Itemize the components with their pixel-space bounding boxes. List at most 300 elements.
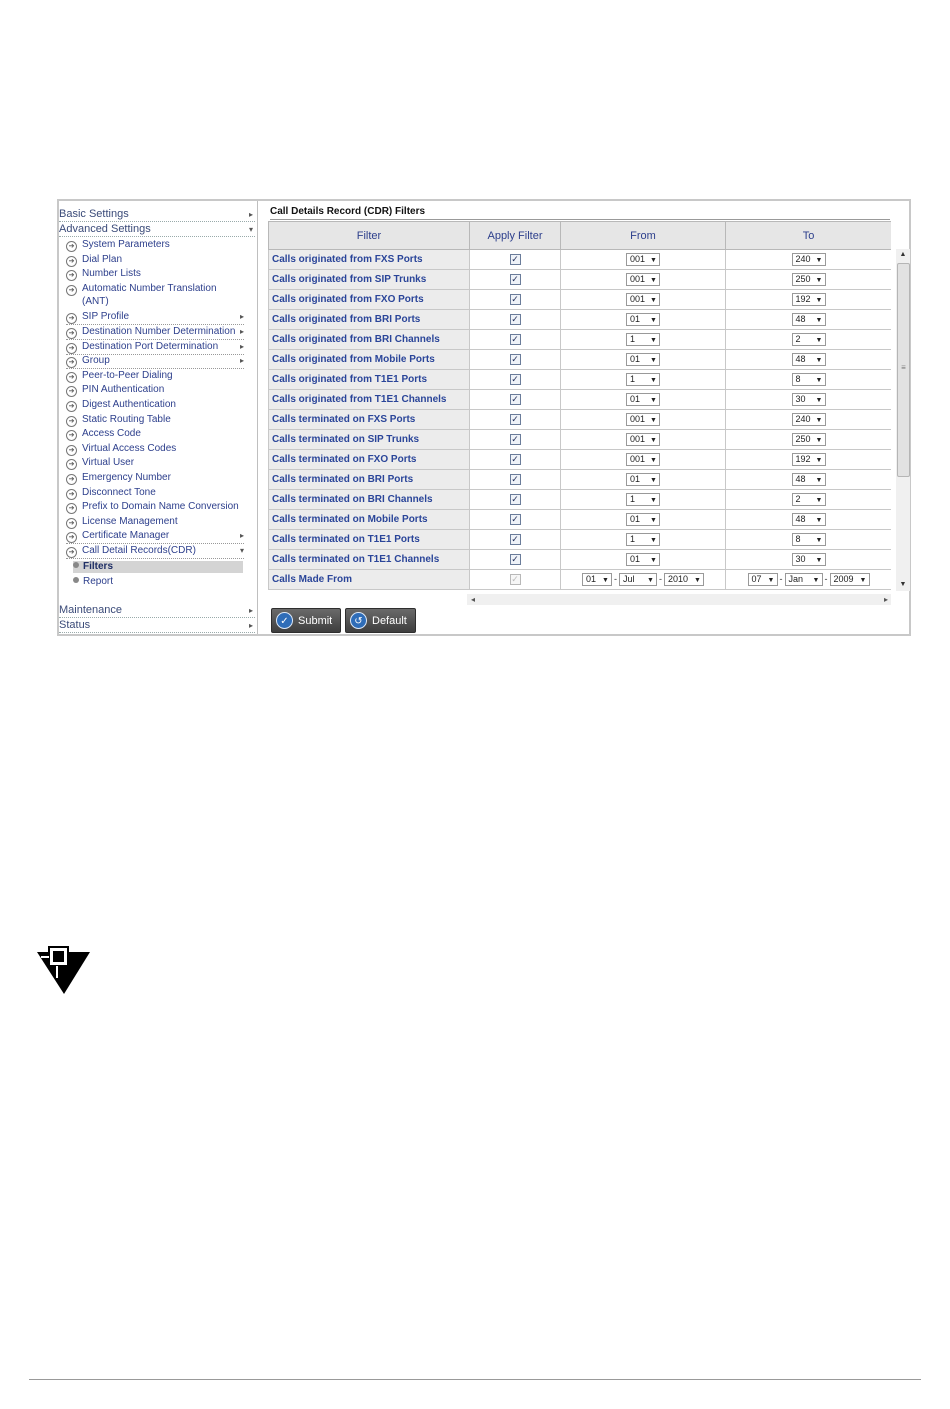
arrow-circle-icon: ➔ <box>66 372 77 383</box>
dropdown-arrow-icon: ▼ <box>650 417 657 424</box>
from-select[interactable] <box>626 333 660 346</box>
arrow-circle-icon: ➔ <box>66 328 77 339</box>
sidebar-item-emergency-number[interactable] <box>66 472 244 485</box>
to-cell <box>726 550 892 570</box>
sidebar-item-dial-plan[interactable] <box>66 254 244 267</box>
to-select[interactable] <box>792 433 826 446</box>
filter-name: Calls terminated on BRI Channels <box>269 490 470 510</box>
sidebar-item-destination-port-determination[interactable] <box>66 341 244 355</box>
sidebar-item-label: Certificate Manager <box>82 530 170 542</box>
to-select[interactable] <box>792 493 826 506</box>
table-row <box>269 490 892 510</box>
sidebar-item-label: Static Routing Table <box>82 413 171 425</box>
dropdown-arrow-icon: ▼ <box>647 577 654 584</box>
sidebar-item-automatic-number-translation[interactable] <box>66 283 244 308</box>
from-select[interactable] <box>626 433 660 446</box>
sidebar-item-label: Virtual User <box>82 457 135 469</box>
from-select[interactable] <box>626 353 660 366</box>
from-day-select[interactable] <box>582 573 612 586</box>
apply-filter-checkbox[interactable]: ✓ <box>511 253 519 264</box>
apply-filter-checkbox[interactable]: ✓ <box>511 533 519 544</box>
apply-filter-cell <box>470 370 561 390</box>
dropdown-arrow-icon: ▼ <box>650 477 657 484</box>
apply-filter-checkbox[interactable]: ✓ <box>511 293 519 304</box>
apply-filter-checkbox[interactable]: ✓ <box>511 573 519 584</box>
from-select-value: 01 <box>630 354 641 364</box>
from-select[interactable] <box>626 273 660 286</box>
dropdown-arrow-icon: ▼ <box>650 357 657 364</box>
sidebar-item-label: Digest Authentication <box>82 398 176 410</box>
to-cell <box>726 310 892 330</box>
from-cell <box>561 430 726 450</box>
checkmark-icon: ✓ <box>276 612 293 629</box>
default-button-label: Default <box>372 615 407 627</box>
to-select[interactable] <box>792 273 826 286</box>
table-row <box>269 510 892 530</box>
apply-filter-cell <box>470 310 561 330</box>
sidebar-item-label: Prefix to Domain Name Conversion <box>82 501 239 513</box>
dropdown-arrow-icon: ▼ <box>650 317 657 324</box>
section-maintenance[interactable] <box>59 604 255 618</box>
filter-name: Calls originated from FXS Ports <box>269 250 470 270</box>
dropdown-arrow-icon: ▼ <box>815 517 823 524</box>
apply-filter-cell <box>470 250 561 270</box>
dropdown-arrow-icon: ▼ <box>650 257 657 264</box>
from-select-value: 001 <box>630 274 646 284</box>
date-separator: - <box>779 574 783 585</box>
filter-name: Calls originated from BRI Channels <box>269 330 470 350</box>
filter-name: Calls originated from BRI Ports <box>269 310 470 330</box>
apply-filter-checkbox[interactable]: ✓ <box>511 313 519 324</box>
vertical-scrollbar[interactable] <box>896 249 910 591</box>
to-select-value: 240 <box>795 414 811 424</box>
to-select-value: 48 <box>795 474 806 484</box>
chevron-right-icon: ▸ <box>248 606 253 615</box>
from-select-value: 001 <box>630 254 646 264</box>
sidebar-divider <box>257 201 258 634</box>
filter-name: Calls terminated on Mobile Ports <box>269 510 470 530</box>
table-row-calls-made-from <box>269 570 892 590</box>
scroll-right-icon[interactable]: ▸ <box>883 595 888 604</box>
apply-filter-cell <box>470 570 561 590</box>
filter-name: Calls terminated on T1E1 Ports <box>269 530 470 550</box>
arrow-circle-icon: ➔ <box>66 313 77 324</box>
date-separator: - <box>824 574 828 585</box>
to-cell <box>726 410 892 430</box>
sidebar-item-label: Access Code <box>82 428 141 440</box>
from-select-value: 1 <box>630 374 636 384</box>
to-select-value: 250 <box>795 274 811 284</box>
to-select-value: 2 <box>795 334 801 344</box>
to-select-value: 48 <box>795 514 806 524</box>
dropdown-arrow-icon: ▼ <box>815 497 823 504</box>
section-status-label: Status <box>59 619 91 631</box>
from-select-value: 1 <box>630 334 636 344</box>
apply-filter-checkbox[interactable]: ✓ <box>511 553 519 564</box>
table-row <box>269 310 892 330</box>
scrollbar-thumb[interactable] <box>897 263 910 477</box>
dropdown-arrow-icon: ▼ <box>815 337 823 344</box>
to-day-select-value: 07 <box>751 574 762 584</box>
dropdown-arrow-icon: ▼ <box>815 257 823 264</box>
sidebar-item-label: PIN Authentication <box>82 384 165 396</box>
to-select-value: 250 <box>795 434 811 444</box>
from-cell <box>561 530 726 550</box>
to-cell <box>726 290 892 310</box>
sidebar-item-label: Automatic Number Translation <box>82 282 217 294</box>
apply-filter-cell <box>470 350 561 370</box>
dropdown-arrow-icon: ▼ <box>815 557 823 564</box>
dropdown-arrow-icon: ▼ <box>815 377 823 384</box>
filter-name: Calls Made From <box>269 570 470 590</box>
sidebar-item-disconnect-tone[interactable] <box>66 487 244 500</box>
sidebar-item-prefix-to-domain-name-conversion[interactable] <box>66 501 244 514</box>
filter-name: Calls originated from T1E1 Channels <box>269 390 470 410</box>
arrow-circle-icon: ➔ <box>66 357 77 368</box>
sidebar-subitem-label: Report <box>83 575 114 587</box>
chevron-down-icon: ▾ <box>239 545 244 555</box>
arrow-circle-icon: ➔ <box>66 518 77 529</box>
from-select[interactable] <box>626 453 660 466</box>
apply-filter-cell <box>470 510 561 530</box>
section-status[interactable] <box>59 619 255 633</box>
from-cell <box>561 250 726 270</box>
to-cell <box>726 250 892 270</box>
reset-icon: ↺ <box>350 612 367 629</box>
apply-filter-cell <box>470 270 561 290</box>
dropdown-arrow-icon: ▼ <box>650 557 657 564</box>
chevron-right-icon: ▸ <box>239 312 244 322</box>
filter-name: Calls originated from Mobile Ports <box>269 350 470 370</box>
sidebar-item-label: System Parameters <box>82 239 170 250</box>
from-select-value: 001 <box>630 294 646 304</box>
submit-button[interactable] <box>271 608 341 633</box>
section-advanced-settings-label: Advanced Settings <box>59 223 151 235</box>
to-select[interactable] <box>792 413 826 426</box>
from-select[interactable] <box>626 513 660 526</box>
from-select[interactable] <box>626 493 660 506</box>
to-select-value: 8 <box>795 374 801 384</box>
from-date-cell <box>561 570 726 590</box>
table-header-row <box>269 222 892 250</box>
dropdown-arrow-icon: ▼ <box>650 437 657 444</box>
from-select-value: 001 <box>630 434 646 444</box>
apply-filter-checkbox[interactable]: ✓ <box>511 413 519 424</box>
table-row <box>269 430 892 450</box>
sidebar-item-label: Group <box>82 355 110 367</box>
section-basic-settings[interactable] <box>59 208 255 222</box>
sidebar-item-virtual-user[interactable] <box>66 457 244 470</box>
dropdown-arrow-icon: ▼ <box>815 397 823 404</box>
to-select[interactable] <box>792 313 826 326</box>
sidebar-item-call-detail-records-cdr[interactable] <box>66 545 244 559</box>
from-cell <box>561 510 726 530</box>
filter-name: Calls originated from FXO Ports <box>269 290 470 310</box>
apply-filter-checkbox[interactable]: ✓ <box>511 433 519 444</box>
sidebar-item-label: Destination Number Determination <box>82 325 236 337</box>
section-advanced-settings[interactable] <box>59 223 255 237</box>
filter-name: Calls terminated on BRI Ports <box>269 470 470 490</box>
table-row <box>269 330 892 350</box>
to-year-select[interactable] <box>830 573 870 586</box>
dropdown-arrow-icon: ▼ <box>815 357 823 364</box>
dropdown-arrow-icon: ▼ <box>650 377 657 384</box>
filter-name: Calls terminated on FXO Ports <box>269 450 470 470</box>
chevron-right-icon: ▸ <box>248 621 253 630</box>
arrow-circle-icon: ➔ <box>66 445 77 456</box>
grip-icon: ≡ <box>901 363 906 372</box>
to-select[interactable] <box>792 533 826 546</box>
from-day-select-value: 01 <box>586 574 597 584</box>
from-select-value: 01 <box>630 514 641 524</box>
to-cell <box>726 270 892 290</box>
sidebar-item-destination-number-determination[interactable] <box>66 326 244 340</box>
from-select[interactable] <box>626 533 660 546</box>
from-select[interactable] <box>626 253 660 266</box>
sidebar-item-pin-authentication[interactable] <box>66 384 244 397</box>
sidebar-item-virtual-access-codes[interactable] <box>66 443 244 456</box>
to-date-cell <box>726 570 892 590</box>
to-select-value: 2 <box>795 494 801 504</box>
to-select-value: 240 <box>795 254 811 264</box>
to-select[interactable] <box>792 553 826 566</box>
sidebar-item-sip-profile[interactable] <box>66 311 244 325</box>
chevron-right-icon: ▸ <box>239 326 244 336</box>
to-select[interactable] <box>792 473 826 486</box>
arrow-circle-icon: ➔ <box>66 343 77 354</box>
arrow-circle-icon: ➔ <box>66 256 77 267</box>
table-row <box>269 450 892 470</box>
to-cell <box>726 530 892 550</box>
to-select[interactable] <box>792 293 826 306</box>
dropdown-arrow-icon: ▼ <box>815 317 823 324</box>
to-select[interactable] <box>792 353 826 366</box>
submit-button-label: Submit <box>298 615 333 627</box>
chevron-right-icon: ▸ <box>248 210 253 219</box>
footer-rule <box>29 1379 921 1380</box>
from-select-value: 001 <box>630 414 646 424</box>
column-header-filter: Filter <box>269 222 470 250</box>
to-select[interactable] <box>792 453 826 466</box>
apply-filter-cell <box>470 290 561 310</box>
chevron-right-icon: ▸ <box>239 341 244 351</box>
to-select[interactable] <box>792 333 826 346</box>
chevron-down-icon: ▾ <box>248 225 253 234</box>
to-select[interactable] <box>792 393 826 406</box>
dropdown-arrow-icon: ▼ <box>650 397 657 404</box>
from-select[interactable] <box>626 413 660 426</box>
table-row <box>269 530 892 550</box>
from-cell <box>561 450 726 470</box>
apply-filter-checkbox[interactable]: ✓ <box>511 513 519 524</box>
apply-filter-checkbox[interactable]: ✓ <box>511 453 519 464</box>
sidebar-item-label: Dial Plan <box>82 253 123 265</box>
arrow-circle-icon: ➔ <box>66 386 77 397</box>
apply-filter-checkbox[interactable]: ✓ <box>511 393 519 404</box>
table-row <box>269 250 892 270</box>
apply-filter-cell <box>470 390 561 410</box>
filter-name: Calls originated from SIP Trunks <box>269 270 470 290</box>
dropdown-arrow-icon: ▼ <box>650 517 657 524</box>
from-cell <box>561 390 726 410</box>
scroll-down-icon[interactable]: ▼ <box>899 581 907 588</box>
dropdown-arrow-icon: ▼ <box>815 537 823 544</box>
chevron-right-icon: ▸ <box>239 356 244 366</box>
apply-filter-cell <box>470 490 561 510</box>
filter-name: Calls originated from T1E1 Ports <box>269 370 470 390</box>
dropdown-arrow-icon: ▼ <box>767 577 775 584</box>
from-year-select-value: 2010 <box>668 574 689 584</box>
apply-filter-cell <box>470 450 561 470</box>
arrow-circle-icon: ➔ <box>66 547 77 558</box>
table-row <box>269 390 892 410</box>
from-cell <box>561 490 726 510</box>
sidebar-item-group[interactable] <box>66 355 244 369</box>
to-select-value: 8 <box>795 534 801 544</box>
to-day-select[interactable] <box>748 573 778 586</box>
filter-table-viewport <box>268 221 891 595</box>
section-maintenance-label: Maintenance <box>59 604 122 616</box>
to-cell <box>726 330 892 350</box>
arrow-circle-icon: ➔ <box>66 489 77 500</box>
dropdown-arrow-icon: ▼ <box>650 337 657 344</box>
to-cell <box>726 370 892 390</box>
horizontal-scrollbar[interactable] <box>467 594 891 605</box>
from-month-select-value: Jul <box>623 574 635 584</box>
to-select[interactable] <box>792 373 826 386</box>
apply-filter-checkbox[interactable]: ✓ <box>511 493 519 504</box>
dropdown-arrow-icon: ▼ <box>602 577 609 584</box>
sidebar-item-label: SIP Profile <box>82 311 130 323</box>
scroll-left-icon[interactable]: ◂ <box>471 595 476 604</box>
note-pushpin-icon <box>36 944 92 996</box>
sidebar-item-label-continued: (ANT) <box>82 295 109 307</box>
column-header-to: To <box>726 222 892 250</box>
sidebar-subitem-report[interactable] <box>73 576 243 588</box>
from-select-value: 1 <box>630 494 636 504</box>
apply-filter-checkbox[interactable]: ✓ <box>511 273 519 284</box>
to-select-value: 192 <box>795 454 811 464</box>
from-select[interactable] <box>626 393 660 406</box>
to-select[interactable] <box>792 513 826 526</box>
apply-filter-cell <box>470 330 561 350</box>
table-row <box>269 290 892 310</box>
filter-name: Calls terminated on SIP Trunks <box>269 430 470 450</box>
arrow-circle-icon: ➔ <box>66 401 77 412</box>
scroll-up-icon[interactable]: ▲ <box>899 251 907 258</box>
sidebar-item-certificate-manager[interactable] <box>66 530 244 544</box>
from-select[interactable] <box>626 373 660 386</box>
from-select-value: 01 <box>630 554 641 564</box>
dropdown-arrow-icon: ▼ <box>815 297 823 304</box>
dropdown-arrow-icon: ▼ <box>812 577 820 584</box>
bullet-icon <box>73 562 79 568</box>
to-select-value: 48 <box>795 314 806 324</box>
from-select-value: 01 <box>630 314 641 324</box>
bullet-icon <box>73 577 79 583</box>
apply-filter-cell <box>470 550 561 570</box>
sidebar-item-static-routing-table[interactable] <box>66 414 244 427</box>
sidebar-item-license-management[interactable] <box>66 516 244 529</box>
dropdown-arrow-icon: ▼ <box>650 537 657 544</box>
table-row <box>269 470 892 490</box>
dropdown-arrow-icon: ▼ <box>694 577 701 584</box>
to-select-value: 48 <box>795 354 806 364</box>
sidebar-item-access-code[interactable] <box>66 428 244 441</box>
table-row <box>269 350 892 370</box>
from-select-value: 001 <box>630 454 646 464</box>
sidebar-item-label: Destination Port Determination <box>82 340 219 352</box>
from-select[interactable] <box>626 313 660 326</box>
sidebar-item-label: License Management <box>82 515 178 527</box>
to-cell <box>726 470 892 490</box>
sidebar-item-label: Peer-to-Peer Dialing <box>82 369 173 381</box>
dropdown-arrow-icon: ▼ <box>650 297 657 304</box>
dropdown-arrow-icon: ▼ <box>859 577 867 584</box>
from-select[interactable] <box>626 293 660 306</box>
to-month-select-value: Jan <box>788 574 804 584</box>
from-select-value: 1 <box>630 534 636 544</box>
chevron-right-icon: ▸ <box>239 531 244 541</box>
to-cell <box>726 390 892 410</box>
dropdown-arrow-icon: ▼ <box>650 277 657 284</box>
date-separator: - <box>659 574 662 585</box>
date-separator: - <box>614 574 617 585</box>
from-month-select[interactable] <box>619 573 657 586</box>
from-cell <box>561 310 726 330</box>
to-month-select[interactable] <box>785 573 823 586</box>
from-select[interactable] <box>626 473 660 486</box>
sidebar-item-digest-authentication[interactable] <box>66 399 244 412</box>
column-header-from: From <box>561 222 726 250</box>
sidebar-subitem-label: Filters <box>83 560 114 572</box>
arrow-circle-icon: ➔ <box>66 532 77 543</box>
sidebar-item-label: Disconnect Tone <box>82 486 156 498</box>
dropdown-arrow-icon: ▼ <box>815 437 823 444</box>
filter-name: Calls terminated on FXS Ports <box>269 410 470 430</box>
from-year-select[interactable] <box>664 573 704 586</box>
sidebar-item-label: Number Lists <box>82 268 141 280</box>
to-cell <box>726 490 892 510</box>
apply-filter-checkbox[interactable]: ✓ <box>511 353 519 364</box>
apply-filter-checkbox[interactable]: ✓ <box>511 333 519 344</box>
apply-filter-checkbox[interactable]: ✓ <box>511 473 519 484</box>
arrow-circle-icon: ➔ <box>66 270 77 281</box>
to-cell <box>726 350 892 370</box>
to-cell <box>726 450 892 470</box>
dropdown-arrow-icon: ▼ <box>650 497 657 504</box>
from-select-value: 01 <box>630 394 641 404</box>
default-button[interactable] <box>345 608 416 633</box>
to-select[interactable] <box>792 253 826 266</box>
to-select-value: 30 <box>795 394 806 404</box>
table-row <box>269 370 892 390</box>
from-cell <box>561 550 726 570</box>
apply-filter-cell <box>470 530 561 550</box>
sidebar-item-number-lists[interactable] <box>66 268 244 281</box>
sidebar-item-system-parameters[interactable] <box>66 239 244 252</box>
apply-filter-checkbox[interactable]: ✓ <box>511 373 519 384</box>
from-select[interactable] <box>626 553 660 566</box>
arrow-circle-icon: ➔ <box>66 503 77 514</box>
sidebar-subitem-filters[interactable] <box>73 561 243 573</box>
dropdown-arrow-icon: ▼ <box>650 457 657 464</box>
arrow-circle-icon: ➔ <box>66 285 77 296</box>
sidebar-item-peer-to-peer-dialing[interactable] <box>66 370 244 383</box>
apply-filter-cell <box>470 410 561 430</box>
to-select-value: 30 <box>795 554 806 564</box>
to-cell <box>726 510 892 530</box>
